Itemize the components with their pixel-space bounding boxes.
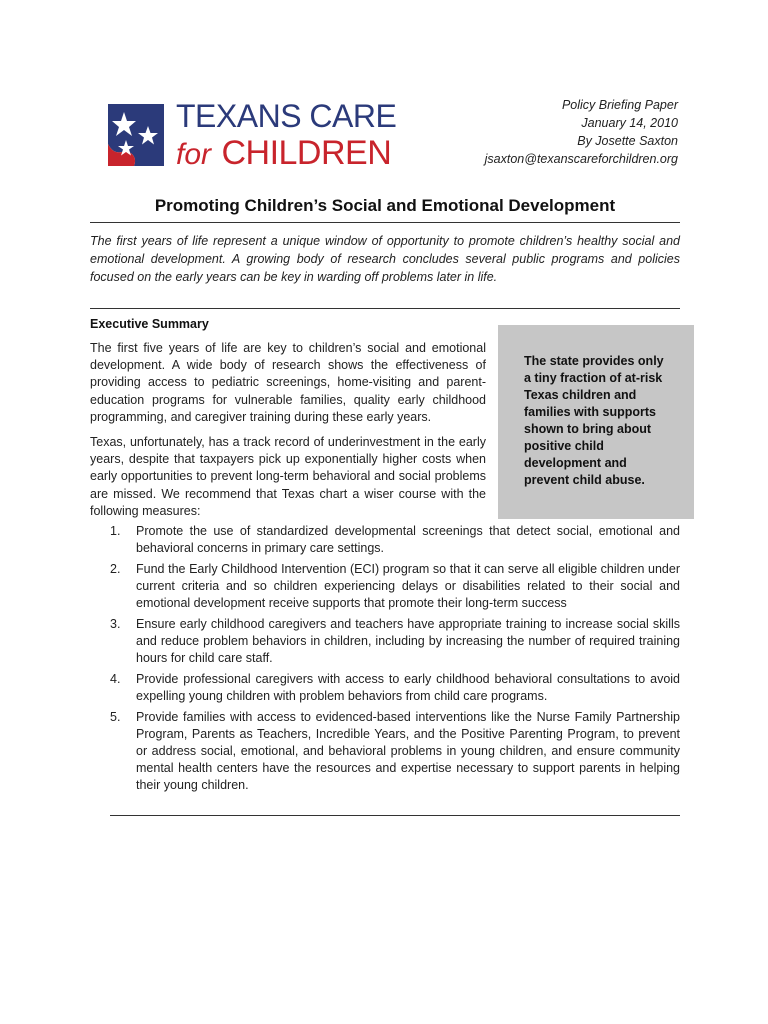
summary-paragraph: The first five years of life are key to children’s social and emotional development. A wide body of research shows the effectiveness of providing access to pediatric screenings, home-visiting and parent-education programs for vulnerable families, quality early childhood programming, and caregiver training during these early years. [90, 341, 486, 424]
list-number: 5. [110, 710, 121, 724]
divider [110, 815, 680, 816]
summary-paragraph: Texas, unfortunately, has a track record of underinvestment in the early years, despite that taxpayers pick up exponentially higher costs when early opportunities to prevent long-term behavioral and social problems are missed. We recommend that Texas chart a wiser course with the following measures: [90, 435, 486, 518]
divider [90, 222, 680, 223]
author-email: jsaxton@texanscareforchildren.org [484, 152, 678, 166]
intro-paragraph: The first years of life represent a unique window of opportunity to promote children’s healthy social and emotional development. A growing body of research concludes several public programs and policies focused on the early years can be key in warding off problems later in life. [90, 234, 680, 284]
doc-author: By Josette Saxton [577, 134, 678, 148]
list-item [110, 523, 680, 557]
list-text: Promote the use of standardized developmental screenings that detect social, emotional and behavioral concerns in primary care settings. [136, 524, 680, 555]
star-flag-icon [104, 100, 168, 170]
list-number: 3. [110, 617, 121, 631]
list-number: 1. [110, 524, 121, 538]
doc-date: January 14, 2010 [581, 116, 678, 130]
list-item [110, 671, 680, 705]
page-title: Promoting Children’s Social and Emotional Development [154, 196, 616, 215]
list-text: Provide families with access to evidenced-based interventions like the Nurse Family Partnership Program, Parents as Teachers, Incredible Years, and the Positive Parenting Program, to prevent or address social, emotional, and behavioral problems in young children, and ensure community mental health centers have the resources and expertise necessary to support parents in helping their young children. [136, 710, 680, 792]
logo-wordmark-top: TEXANS CARE [176, 98, 397, 134]
callout-box: The state provides only a tiny fraction of at-risk Texas children and families with supports shown to bring about positive child development and prevent child abuse. [498, 325, 694, 519]
organization-logo [104, 96, 404, 180]
divider [90, 308, 680, 309]
logo-wordmark-bottom [176, 134, 391, 173]
executive-summary-body [90, 340, 486, 528]
recommendations-list [110, 523, 680, 798]
logo-for-word: for [176, 138, 212, 171]
list-item [110, 561, 680, 612]
doc-type: Policy Briefing Paper [561, 98, 678, 112]
list-number: 4. [110, 672, 121, 686]
list-number: 2. [110, 562, 121, 576]
list-text: Ensure early childhood caregivers and teachers have appropriate training to increase social skills and reduce problem behaviors in children, including by increasing the number of required training hours for child care staff. [136, 617, 680, 665]
list-text: Fund the Early Childhood Intervention (ECI) program so that it can serve all eligible children under current criteria and so children experiencing delays or disabilities related to their social and emotional development receive supports that promote their long-term success [136, 562, 680, 610]
list-text: Provide professional caregivers with access to early childhood behavioral consultations to avoid expelling young children with problem behaviors from child care programs. [136, 672, 680, 703]
document-meta [485, 96, 678, 168]
list-item [110, 709, 680, 794]
logo-children-word: CHILDREN [221, 134, 392, 172]
section-heading: Executive Summary [90, 317, 209, 331]
list-item [110, 616, 680, 667]
